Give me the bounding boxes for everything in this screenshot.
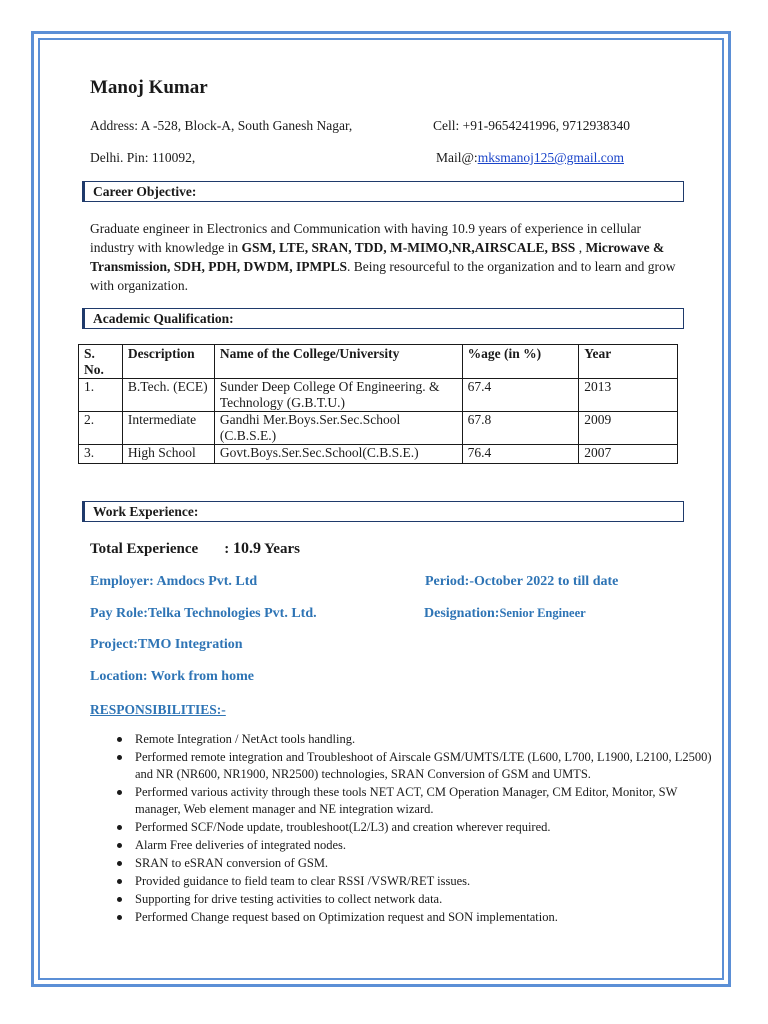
total-experience — [90, 540, 300, 558]
list-item: Remote Integration / NetAct tools handling. — [135, 731, 715, 748]
work-experience-heading: Work Experience: — [82, 501, 684, 522]
period: Period:-October 2022 to till date — [425, 574, 619, 589]
responsibilities-list — [115, 731, 715, 927]
total-experience-unit: Years — [260, 541, 300, 557]
career-text-3: . Being resourceful to the organization and to learn and grow with organization. — [90, 259, 676, 293]
list-item: Alarm Free deliveries of integrated nodes. — [135, 837, 715, 854]
header-percentage: %age (in %) — [462, 345, 579, 379]
academic-heading: Academic Qualification: — [82, 308, 684, 329]
address-line-1: Address: A -528, Block-A, South Ganesh Nagar, — [90, 118, 353, 133]
cell-college: Govt.Boys.Ser.Sec.School(C.B.S.E.) — [214, 445, 462, 464]
list-item: Provided guidance to field team to clear RSSI /VSWR/RET issues. — [135, 873, 715, 890]
list-item: Performed Change request based on Optimization request and SON implementation. — [135, 909, 715, 926]
candidate-name: Manoj Kumar — [90, 77, 208, 98]
total-experience-value: 10.9 — [232, 540, 261, 557]
cell-year: 2007 — [579, 445, 678, 464]
cell-description: B.Tech. (ECE) — [122, 379, 214, 412]
table-row — [79, 445, 678, 464]
cell-percentage: 67.4 — [462, 379, 579, 412]
header-year: Year — [579, 345, 678, 379]
table-row — [79, 379, 678, 412]
list-item: Performed remote integration and Troubleshoot of Airscale GSM/UMTS/LTE (L600, L700, L1900, L2100, L2500) and NR (NR600, NR1900, NR2500) technologies, SRAN Conversion of GSM and UMTS. — [135, 749, 715, 783]
designation — [424, 606, 586, 622]
designation-value: Senior Engineer — [499, 606, 586, 620]
location: Location: Work from home — [90, 669, 254, 684]
list-item: SRAN to eSRAN conversion of GSM. — [135, 855, 715, 872]
header-college: Name of the College/University — [214, 345, 462, 379]
responsibilities-heading: RESPONSIBILITIES:- — [90, 702, 226, 717]
cell-college: Sunder Deep College Of Engineering. & Technology (G.B.T.U.) — [214, 379, 462, 412]
email-line — [436, 150, 624, 166]
total-experience-label: Total Experience — [90, 541, 199, 557]
cell-sno: 1. — [79, 379, 123, 412]
employer: Employer: Amdocs Pvt. Ltd — [90, 574, 258, 589]
table-row — [79, 412, 678, 445]
cell-number: Cell: +91-9654241996, 9712938340 — [433, 118, 630, 133]
cell-sno: 2. — [79, 412, 123, 445]
cell-college: Gandhi Mer.Boys.Ser.Sec.School (C.B.S.E.) — [214, 412, 462, 445]
career-skills-2: Microwave & Transmission, SDH, PDH, DWDM, IPMPLS — [90, 240, 665, 274]
header-sno: S. No. — [79, 345, 123, 379]
cell-year: 2013 — [579, 379, 678, 412]
header-description: Description — [122, 345, 214, 379]
career-objective-text — [90, 219, 680, 295]
table-header-row — [79, 345, 678, 379]
address-line-2: Delhi. Pin: 110092, — [90, 150, 196, 165]
cell-percentage: 67.8 — [462, 412, 579, 445]
total-experience-sep: : — [224, 541, 233, 557]
career-text-1: Graduate engineer in Electronics and Communication with having 10.9 years of experience in cellular industry with knowledge in — [90, 221, 642, 255]
cell-year: 2009 — [579, 412, 678, 445]
cell-description: Intermediate — [122, 412, 214, 445]
cell-sno: 3. — [79, 445, 123, 464]
designation-label: Designation: — [424, 606, 500, 621]
career-objective-heading: Career Objective: — [82, 181, 684, 202]
academic-table — [78, 344, 678, 464]
career-skills-1: GSM, LTE, SRAN, TDD, M-MIMO,NR,AIRSCALE, BSS — [241, 240, 576, 255]
project: Project:TMO Integration — [90, 637, 243, 652]
pay-role: Pay Role:Telka Technologies Pvt. Ltd. — [90, 606, 317, 621]
list-item: Supporting for drive testing activities to collect network data. — [135, 891, 715, 908]
email-prefix: Mail@: — [436, 150, 478, 165]
cell-description: High School — [122, 445, 214, 464]
list-item: Performed SCF/Node update, troubleshoot(L2/L3) and creation wherever required. — [135, 819, 715, 836]
email-link[interactable]: mksmanoj125@gmail.com — [477, 150, 624, 165]
cell-percentage: 76.4 — [462, 445, 579, 464]
career-text-2: , — [575, 240, 586, 255]
list-item: Performed various activity through these tools NET ACT, CM Operation Manager, CM Editor, Monitor, SW manager, Web element manager and NE integration wizard. — [135, 784, 715, 818]
